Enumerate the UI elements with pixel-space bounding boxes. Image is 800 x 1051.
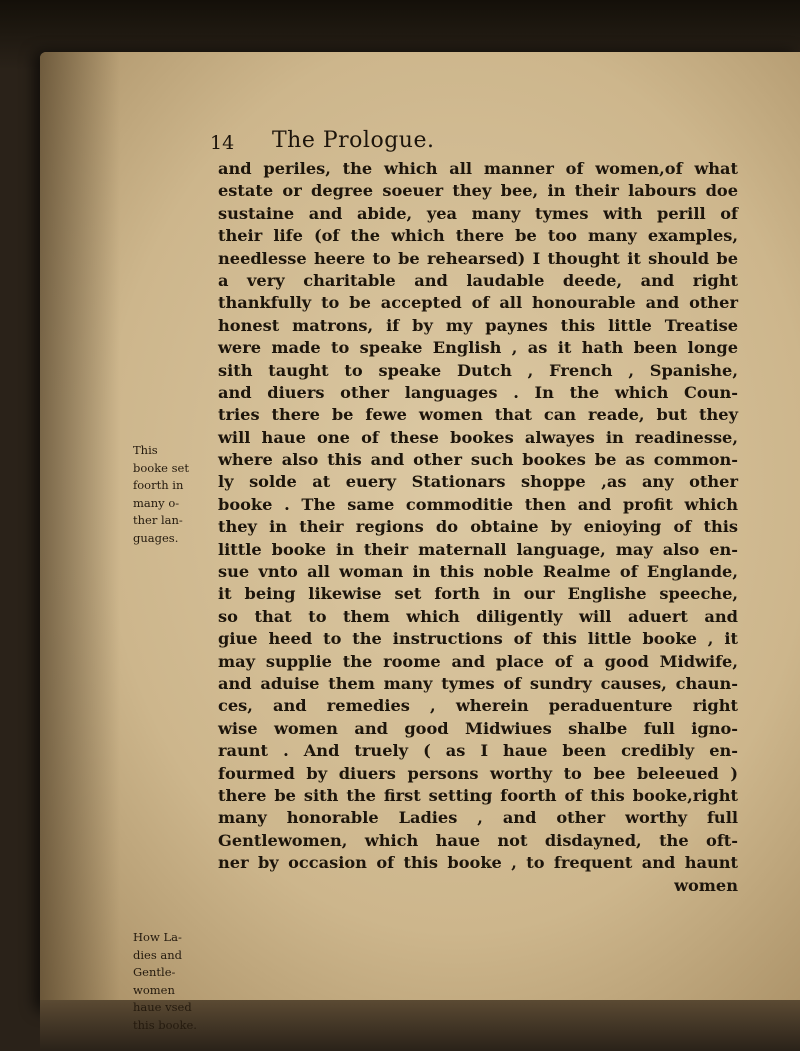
text-line: and diuers other languages . In the which Coun- <box>218 382 738 402</box>
running-head <box>210 128 690 156</box>
side-note-line: haue vsed <box>133 1000 192 1014</box>
text-line: and periles, the which all manner of women,of what <box>218 159 738 178</box>
text-line: may supplie the roome and place of a good Midwife, <box>218 651 738 671</box>
text-line: fourmed by diuers persons worthy to bee beleeued ) <box>218 763 738 783</box>
text-line: tries there be fewe women that can reade, but they <box>218 405 738 425</box>
body-text <box>218 158 738 897</box>
side-note-languages <box>133 442 189 547</box>
text-line: sustaine and abide, yea many tymes with perill of <box>218 203 738 223</box>
side-note-line: women <box>133 982 175 997</box>
text-line: it being likewise set forth in our Englishe speeche, <box>218 584 738 604</box>
text-line: ces, and remedies , wherein peraduenture right <box>218 696 738 716</box>
text-line: raunt . And truely ( as I haue been credibly en- <box>218 741 738 761</box>
text-line: sith taught to speake Dutch , French , Spanishe, <box>218 360 738 380</box>
text-line: ly solde at euery Stationars shoppe ,as any other <box>218 472 738 492</box>
side-note-line: many o- <box>133 495 180 510</box>
text-line: wise women and good Midwiues shalbe full igno- <box>218 718 738 738</box>
text-line: sue vnto all woman in this noble Realme of Englande, <box>218 562 738 582</box>
page-number: 14 <box>210 132 235 154</box>
text-line: booke . The same commoditie then and profit which <box>218 494 738 514</box>
text-line: giue heed to the instructions of this little booke , it <box>218 629 738 649</box>
side-note-ladies <box>133 929 197 1034</box>
side-note-line: this booke. <box>133 1017 197 1032</box>
running-title: The Prologue. <box>272 128 435 153</box>
side-note-line: booke set <box>133 460 189 475</box>
side-note-line: dies and <box>133 947 183 962</box>
text-line: many honorable Ladies , and other worthy full <box>218 808 738 828</box>
text-line: estate or degree soeuer they bee, in their labours doe <box>218 181 738 201</box>
side-note-line: foorth in <box>133 478 184 492</box>
text-line: needlesse heere to be rehearsed) I thought it should be <box>218 248 738 268</box>
catchword: women <box>674 875 738 895</box>
text-line: there be sith the first setting foorth of this booke,right <box>218 785 738 805</box>
text-line: Gentlewomen, which haue not disdayned, the oft- <box>218 830 738 850</box>
text-line: ner by occasion of this booke , to frequent and haunt <box>218 853 738 873</box>
text-line: where also this and other such bookes be as common- <box>218 450 738 470</box>
text-line: so that to them which diligently will aduert and <box>218 606 738 626</box>
text-line: were made to speake English , as it hath been longe <box>218 338 738 358</box>
page-gutter-shadow <box>40 52 120 1012</box>
text-line: thankfully to be accepted of all honourable and other <box>218 293 738 313</box>
side-note-line: guages. <box>133 530 179 545</box>
side-note-line: This <box>133 443 158 457</box>
text-line: a very charitable and laudable deede, and right <box>218 270 738 290</box>
text-line: honest matrons, if by my paynes this little Treatise <box>218 315 738 335</box>
text-line: they in their regions do obtaine by enioying of this <box>218 517 738 537</box>
side-note-line: Gentle- <box>133 965 176 979</box>
text-line: and aduise them many tymes of sundry causes, chaun- <box>218 673 738 693</box>
text-line: will haue one of these bookes alwayes in readinesse, <box>218 427 738 447</box>
side-note-line: How La- <box>133 930 182 944</box>
text-line: their life (of the which there be too many examples, <box>218 226 738 246</box>
side-note-line: ther lan- <box>133 513 183 527</box>
text-line: little booke in their maternall language, may also en- <box>218 539 738 559</box>
